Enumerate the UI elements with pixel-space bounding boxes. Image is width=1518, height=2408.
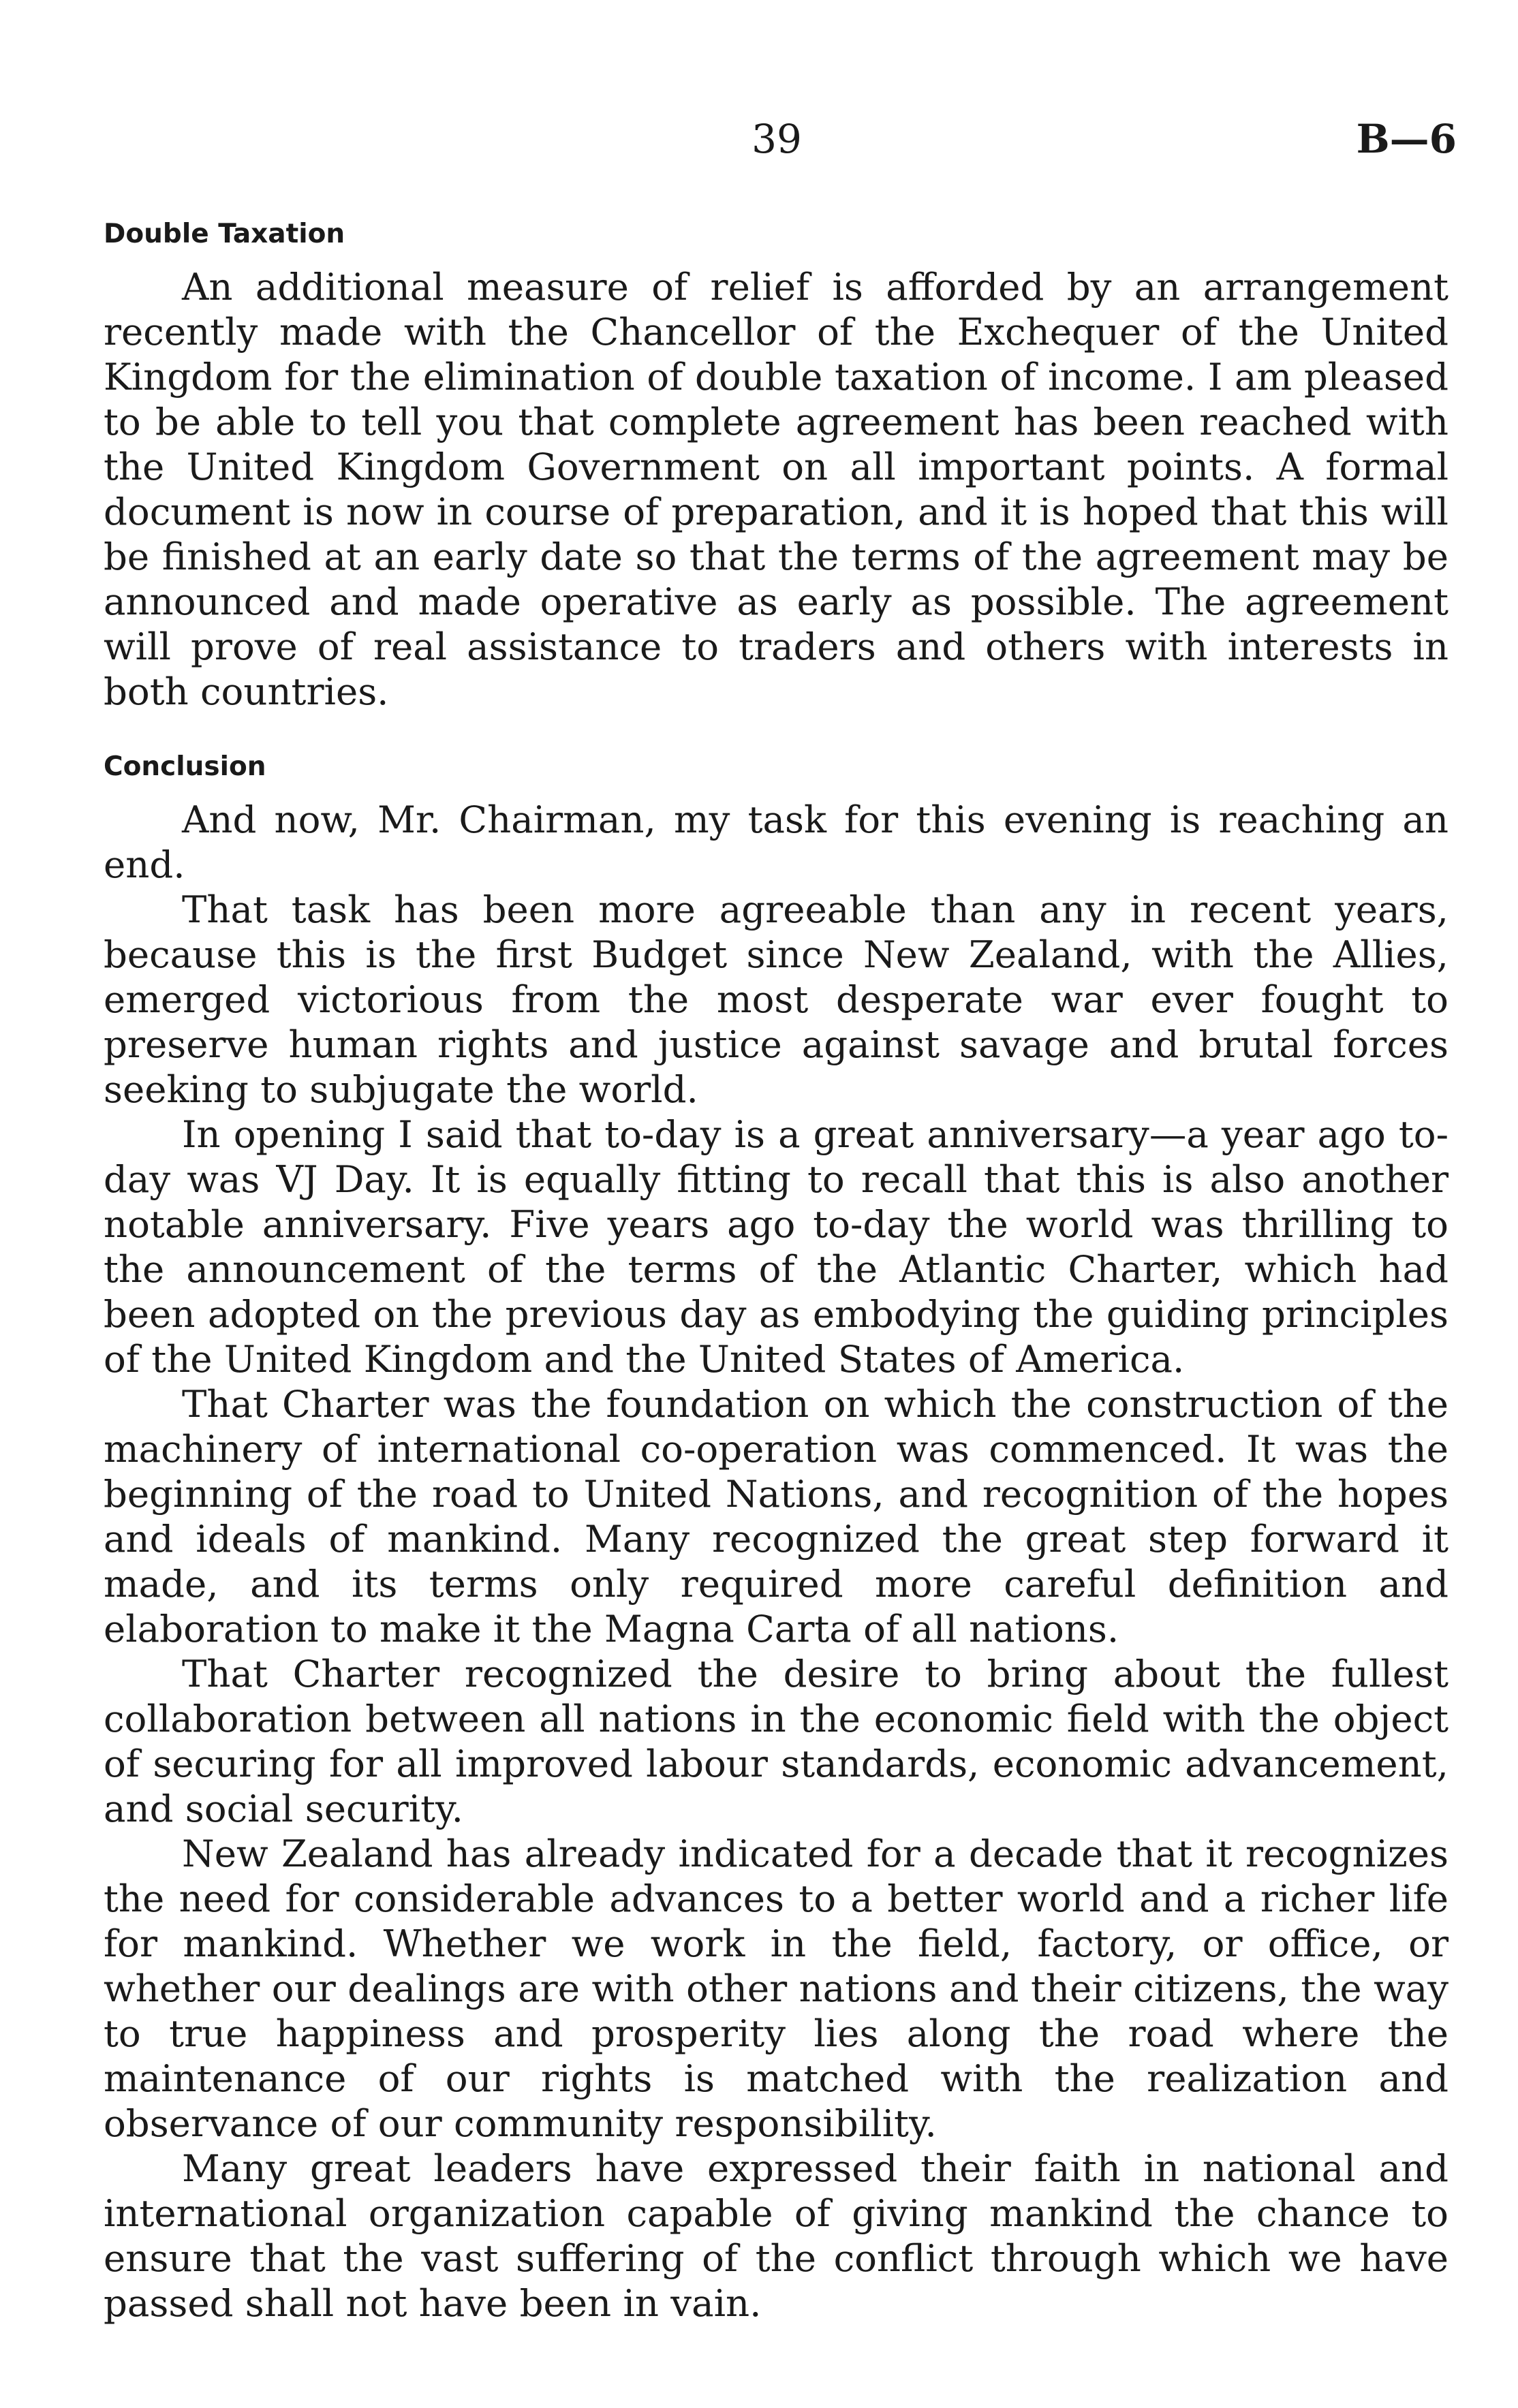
paragraph: In opening I said that to-day is a great anniversary—a year ago to-day was VJ Day. It is equally fitting to recall that this is also another notable anniversary. Five years ago to-day the world was thrilling to the announcement of the terms of the Atlantic Charter, which had been adopted on the previous day as embodying the guiding principles of the United Kingdom and the United States of America. — [104, 1112, 1449, 1381]
page-number: 39 — [752, 116, 802, 162]
paragraph: Many great leaders have expressed their faith in national and international organization capable of giving mankind the chance to ensure that the vast suffering of the conflict through which we have passed shall not have been in vain. — [104, 2146, 1449, 2325]
paragraph: That task has been more agreeable than any in recent years, because this is the first Budget since New Zealand, with the Allies, emerged victorious from the most desperate war ever fought to preserve human rights and justice against savage and brutal forces seeking to subjugate the world. — [104, 888, 1449, 1111]
paragraph: That Charter recognized the desire to bring about the fullest collaboration between all nations in the economic field with the object of securing for all improved labour standards, economic advancement, and social security. — [104, 1652, 1449, 1830]
paragraph: And now, Mr. Chairman, my task for this evening is reaching an end. — [104, 798, 1449, 886]
body-text — [104, 214, 1449, 2326]
paragraph: That Charter was the foundation on which the construction of the machinery of international co-operation was commenced. It was the beginning of the road to United Nations, and recognition of the hopes and ideals of mankind. Many recognized the great step forward it made, and its terms only required more careful definition and elaboration to make it the Magna Carta of all nations. — [104, 1382, 1449, 1651]
section-heading-double-taxation: Double Taxation — [104, 219, 345, 249]
paragraph: An additional measure of relief is afforded by an arrangement recently made with the Chancellor of the Exchequer of the United Kingdom for the elimination of double taxation of income. I am pleased to be able to tell you that complete agreement has been reached with the United Kingdom Government on all important points. A formal document is now in course of preparation, and it is hoped that this will be finished at an early date so that the terms of the agreement may be announced and made operative as early as possible. The agreement will prove of real assistance to traders and others with interests in both countries. — [104, 265, 1449, 713]
document-code: B—6 — [1356, 116, 1457, 162]
paragraph: New Zealand has already indicated for a decade that it recognizes the need for considerable advances to a better world and a richer life for mankind. Whether we work in the field, factory, or office, or whether our dealings are with other nations and their citizens, the way to true happiness and prosperity lies along the road where the maintenance of our rights is matched with the realization and observance of our community responsibility. — [104, 1832, 1449, 2145]
section-heading-conclusion: Conclusion — [104, 751, 266, 782]
